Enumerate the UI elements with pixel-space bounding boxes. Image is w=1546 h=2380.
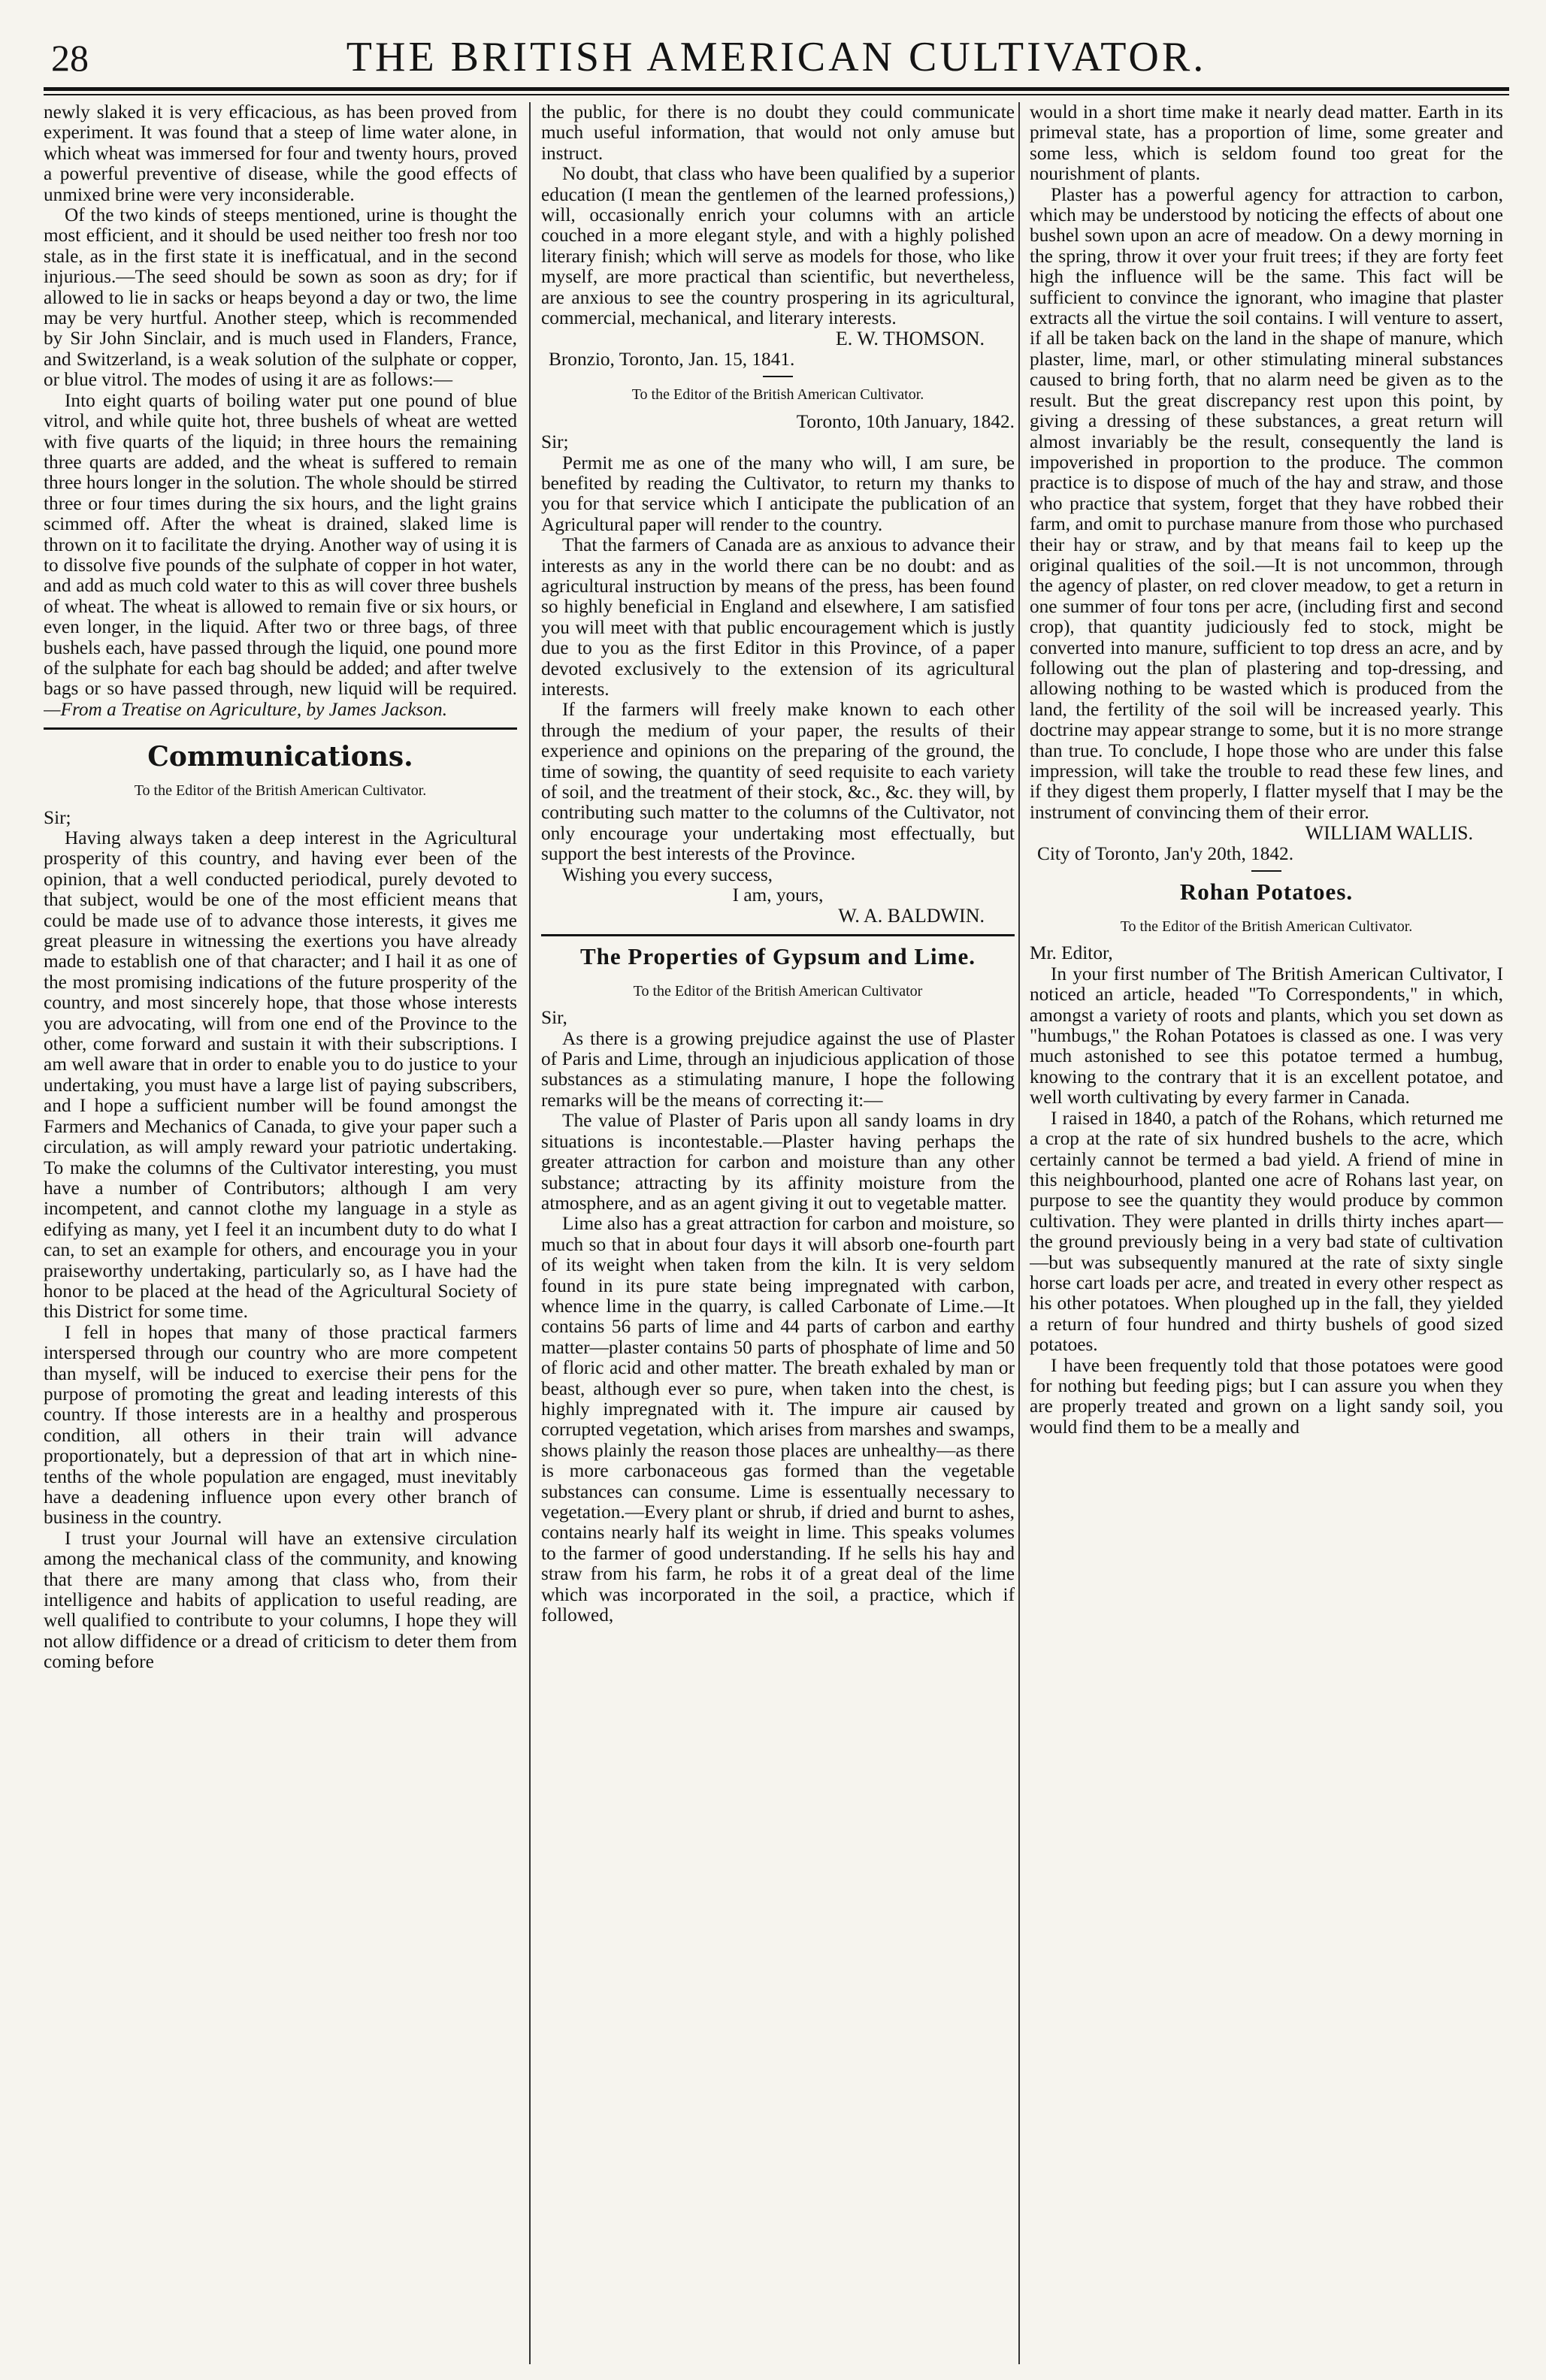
column-divider-2 <box>1018 102 1020 2364</box>
paragraph: In your first number of The British American Cultivator, I noticed an article, headed "To Correspondents," in which, amongst a variety of roots and plants, which you set down as "humbugs," the Rohan Potatoes is classed as one. I was very much astonished to see this potatoe termed a humbug, knowing to the contrary that it is an excellent potatoe, and well worth cultivating by every farmer in Canada. <box>1030 963 1503 1108</box>
header-rule-thick <box>44 87 1509 91</box>
paragraph: the public, for there is no doubt they could communicate much useful information, that would not only amuse but instruct. <box>541 102 1015 164</box>
paragraph: Permit me as one of the many who will, I am sure, be benefited by reading the Cultivator, to return my thanks to you for that service which I anticipate the publication of an Agricultural paper will render to the country. <box>541 452 1015 535</box>
paragraph: newly slaked it is very efficacious, as has been proved from experiment. It was found that a steep of lime water alone, in which wheat was immersed for four and twenty hours, proved a powerful preventive of disease, while the good effects of unmixed brine were very inconsiderable. <box>44 102 517 205</box>
closing: I am, yours, <box>732 885 824 906</box>
paragraph: As there is a growing prejudice against the use of Plaster of Paris and Lime, through an injudicious application of those substances as a stimulating manure, I hope the following remarks will be the means of correcting it:— <box>541 1027 1015 1111</box>
dateline: Toronto, 10th January, 1842. <box>796 410 1015 432</box>
page-header <box>44 30 1509 84</box>
paragraph: If the farmers will freely make known to each other through the medium of your paper, the results of their experience and opinions on the preparing of the ground, the time of sowing, the quantity of seed requisite to each variety of soil, and the treatment of their stock, &c., &c. they will, by contributing such matter to the columns of the Cultivator, not only encourage your undertaking most effectually, but support the best interests of the Province. <box>541 699 1015 865</box>
article-heading-rohan-potatoes: Rohan Potatoes. <box>1179 879 1354 906</box>
column-2 <box>541 102 1015 2364</box>
paragraph: I trust your Journal will have an extensive circulation among the mechanical class of the community, and knowing that there are many among that class who, from their intelligence and habits of application to useful reading, are well qualified to contribute to your columns, I hope they will not allow diffidence or a dread of criticism to deter them from coming before <box>44 1527 517 1673</box>
paragraph: Of the two kinds of steeps mentioned, urine is thought the most efficient, and it should be used neither too fresh nor too stale, as in the first state it is inefficatual, and in the second injurious.—The seed should be sown as soon as dry; for if allowed to lie in sacks or heaps beyond a day or two, the lime may be very hurtful. Another steep, which is recommended by Sir John Sinclair, and is much used in Flanders, France, and Switzerland, is a weak solution of the sulphate or copper, or blue vitrol. The modes of using it are as follows:— <box>44 204 517 391</box>
paragraph: That the farmers of Canada are as anxious to advance their interests as any in the world there can be no doubt: and as agricultural instruction by means of the press, has been found so highly beneficial in England and elsewhere, I am satisfied you will meet with that public encouragement which is justly due to you as the first Editor in this Province, of a paper devoted exclusively to the extension of its agricultural interests. <box>541 534 1015 700</box>
dateline: City of Toronto, Jan'y 20th, 1842. <box>1037 842 1294 864</box>
article-heading-gypsum-lime: The Properties of Gypsum and Lime. <box>580 942 976 969</box>
paragraph: No doubt, that class who have been qualified by a superior education (I mean the gentlemen of the learned professions,) will, occasionally enrich your columns with an article couched in a more elegant style, and with a highly polished literary finish; which will serve as models for those, who like myself, are more practical than scientific, but nevertheless, are anxious to see the country prospering in its agricultural, commercial, mechanical, and literary interests. <box>541 163 1015 329</box>
salutation: Sir; <box>541 431 569 453</box>
paragraph: would in a short time make it nearly dead matter. Earth in its primeval state, has a proportion of lime, some greater and some less, which is seldom found too great for the nourishment of plants. <box>1030 102 1503 185</box>
letter-address: To the Editor of the British American Cultivator. <box>631 386 924 404</box>
page-number: 28 <box>51 37 89 79</box>
salutation: Sir; <box>44 806 71 828</box>
signature: W. A. BALDWIN. <box>838 905 985 927</box>
column-1 <box>44 102 517 2364</box>
paragraph: Lime also has a great attraction for carbon and moisture, so much so that in about four days it will absorb one-fourth part of its weight when taken from the kiln. It is very seldom found in its pure state being impregnated with carbon, whence lime in the quarry, is called Carbonate of Lime.—It contains 56 parts of lime and 44 parts of carbon and earthy matter—plaster contains 50 parts of phosphate of lime and 50 of floric acid and other matter. The breath exhaled by man or beast, although ever so pure, when taken into the chest, is highly impregnated with it. The impure air caused by corrupted vegetation, which arises from marshes and swamps, shows plainly the reason those places are unhealthy—as there is more carbonaceous gas formed than the vegetable substances can consume. Lime is essentually necessary to vegetation.—Every plant or shrub, if dried and burnt to ashes, contains nearly half its weight in lime. This speaks volumes to the farmer of good understanding. If he sells his hay and straw from his farm, he robs it of a great deal of the lime which was incorporated in the soil, a practice, which if followed, <box>541 1213 1015 1626</box>
letter-address: To the Editor of the British American Cultivator. <box>134 782 427 800</box>
paragraph: I raised in 1840, a patch of the Rohans, which returned me a crop at the rate of six hundred bushels to the acre, which certainly cannot be termed a bad yield. A friend of mine in this neighbourhood, planted one acre of Rohans last year, on purpose to see the quantity they would produce by common cultivation. They were planted in drills thirty inches apart—the ground previously being in a very bad state of cultivation—but was subsequently manured at the rate of sixty single horse cart loads per acre, and treated in every other respect as his other potatoes. When ploughed up in the fall, they yielded a return of four hundred and thirty bushels of good sized potatoes. <box>1030 1107 1503 1356</box>
header-rule-thin <box>44 94 1509 95</box>
section-heading-communications: Communications. <box>147 741 413 773</box>
dateline: Bronzio, Toronto, Jan. 15, 1841. <box>549 348 795 370</box>
letter-address: To the Editor of the British American Cultivator <box>633 982 923 999</box>
section-rule <box>44 727 517 730</box>
paragraph: Having always taken a deep interest in the Agricultural prosperity of this country, and having ever been of the opinion, that a well conducted periodical, purely devoted to that subject, would be one of the most efficient means that could be made use of to advance those interests, it gives me great pleasure in witnessing the exertions you have already made to establish one of that character; and I hail it as one of the most promising indications of the future prosperity of the country, and most sincerely hope, that those whose interests you are advocating, will from one end of the Province to the other, come forward and sustain it with their subscriptions. I am well aware that in order to enable you to do justice to your undertaking, you must have a large list of paying subscribers, and I hope a sufficient number will be found amongst the Farmers and Mechanics of Canada, to give your paper such a circulation, as will amply reward your patriotic undertaking. To make the columns of the Cultivator interesting, you must have a number of Contributors; although I am very incompetent, and cannot clothe my language in a style as edifying as many, yet I feel it an incumbent duty to do what I can, to set an example for others, and encourage you in your praiseworthy undertaking, particularly so, as I have had the honor to be placed at the head of the Agricultural Society of this District for some time. <box>44 827 517 1323</box>
salutation: Mr. Editor, <box>1030 942 1113 964</box>
short-rule <box>763 376 793 377</box>
signature: E. W. THOMSON. <box>835 328 985 350</box>
column-3 <box>1030 102 1503 2364</box>
salutation: Sir, <box>541 1007 567 1029</box>
section-rule <box>541 934 1015 936</box>
source-citation: —From a Treatise on Agriculture, by James Jackson. <box>44 698 448 720</box>
short-rule <box>1251 870 1281 872</box>
paragraph-text: Into eight quarts of boiling water put one pound of blue vitrol, and while quite hot, three bushels of wheat are wetted with five quarts of the liquid; in three hours the remaining three quarts are added, and the wheat is suffered to remain three hours longer in the solution. The whole should be stirred three or four times during the six hours, and the light grains scimmed off. After the wheat is drained, slaked lime is thrown on it to facilitate the drying. Another way of using it is to dissolve five pounds of the sulphate of copper in hot water, and add as much cold water to this as will cover three bushels of wheat. The wheat is allowed to remain five or six hours, or even longer, in the liquid. After two or three bags, of three bushels each, have passed through the liquid, one pound more of the sulphate for each bag should be added; and after twelve bags or so have passed through, new liquid will be required. <box>44 389 517 700</box>
paragraph: The value of Plaster of Paris upon all sandy loams in dry situations is incontestable.—Plaster having perhaps the greater attraction for carbon and moisture than any other substance; attracting by its affinity moisture from the atmosphere, and as an agent giving it out to vegetable matter. <box>541 1110 1015 1214</box>
paragraph: Plaster has a powerful agency for attraction to carbon, which may be understood by noticing the effects of about one bushel sown upon an acre of meadow. On a dewy morning in the spring, throw it over your fruit trees; if they are forty feet high the influence will be the same. This fact will be sufficient to convince the ignorant, who imagine that plaster extracts all the virtue the soil contains. I will venture to assert, if all be taken back on the land in the shape of manure, which plaster, lime, marl, or other stimulating mineral substances caused to bring forth, that no alarm need be given as to the result. But the great discrepancy rest upon this point, by giving a dressing of these substances, a great return will almost invariably be the result, consequently the land is impoverished in proportion to the produce. The common practice is to dispose of much of the hay and straw, and those who practice that system, forget that they have robbed their farm, and omit to purchase manure from those who purchased their hay or straw, and by that means fail to keep up the original qualities of the soil.—It is not uncommon, through the agency of plaster, on red clover meadow, to get a return in one summer of four tons per acre, (including first and second crop), that quantity judiciously fed to stock, might be converted into manure, sufficient to top dress an acre, and by following out the plan of plastering and top-dressing, and allowing nothing to be wasted which is produced from the land, the fertility of the soil will be increased yearly. This doctrine may appear strange to some, but it is no more strange than true. To conclude, I hope those who are under this false impression, will take the trouble to read these few lines, and if they digest them properly, I flatter myself that I may be the instrument of convincing them of their error. <box>1030 183 1503 823</box>
letter-address: To the Editor of the British American Cultivator. <box>1120 918 1413 936</box>
paragraph: I fell in hopes that many of those practical farmers interspersed through our country who are more competent than myself, will be induced to exercise their pens for the purpose of promoting the great and leading interests of this country. If those interests are in a healthy and prosperous condition, all others in their train will advance proportionately, but a depression of that art in which nine-tenths of the whole population are engaged, must inevitably have a deadening influence upon every other branch of business in the country. <box>44 1321 517 1529</box>
column-divider-1 <box>529 102 531 2364</box>
signature: WILLIAM WALLIS. <box>1305 822 1473 845</box>
running-title: THE BRITISH AMERICAN CULTIVATOR. <box>346 34 1207 80</box>
closing: Wishing you every success, <box>562 863 773 885</box>
paragraph: I have been frequently told that those potatoes were good for nothing but feeding pigs; but I can assure you when they are properly treated and grown on a light sandy soil, you would find them to be a meally and <box>1030 1354 1503 1438</box>
paragraph <box>44 391 517 721</box>
